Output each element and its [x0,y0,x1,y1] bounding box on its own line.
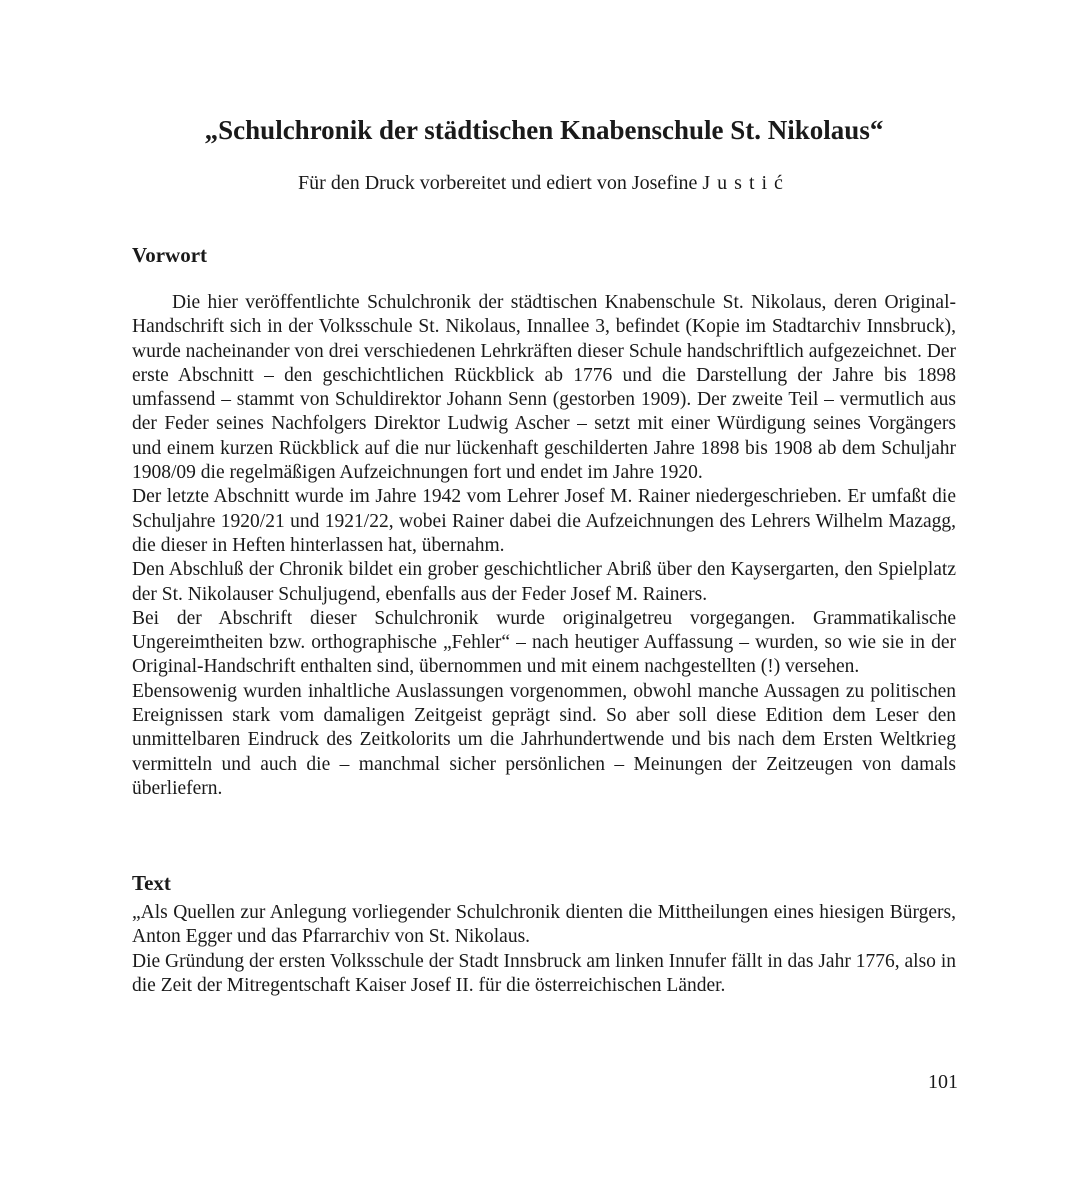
page-number: 101 [928,1071,958,1093]
page-title: „Schulchronik der städtischen Knabenschule St. Nikolaus“ [204,115,884,145]
paragraph: Die Gründung der ersten Volksschule der Stadt Innsbruck am linken Innufer fällt in das Jahr 1776, also in die Zeit der Mitregentschaft Kaiser Josef II. für die österreichischen Länder. [132,950,956,996]
section-heading-vorwort: Vorwort [132,243,208,267]
subtitle-prefix: Für den Druck vorbereitet und ediert von Josefine [298,172,703,194]
section-body-text [132,901,956,998]
section-heading-text: Text [132,871,171,895]
paragraph: Der letzte Abschnitt wurde im Jahre 1942 vom Lehrer Josef M. Rainer niedergeschrieben. Er umfaßt die Schuljahre 1920/21 und 1921/22, wobei Rainer dabei die Aufzeichnungen des Lehrers Wilhelm Mazagg, die dieser in Heften hinterlassen hat, übernahm. [132,486,956,556]
paragraph: Ebensowenig wurden inhaltliche Auslassungen vorgenommen, obwohl manche Aussagen zu politischen Ereignissen stark vom damaligen Zeitgeist geprägt sind. So aber soll diese Edition dem Leser den unmittelbaren Eindruck des Zeitkolorits um die Jahrhundertwende und bis nach dem Ersten Weltkrieg vermitteln und auch die – manchmal sicher persönlichen – Meinungen der Zeitzeugen von damals überliefern. [132,680,956,799]
paragraph: Den Abschluß der Chronik bildet ein grober geschichtlicher Abriß über den Kaysergarten, den Spielplatz der St. Nikolauser Schuljugend, ebenfalls aus der Feder Josef M. Rainers. [132,559,956,605]
paragraph: „Als Quellen zur Anlegung vorliegender Schulchronik dienten die Mittheilungen eines hiesigen Bürgers, Anton Egger und das Pfarrarchiv von St. Nikolaus. [132,902,956,948]
paragraph: Die hier veröffentlichte Schulchronik der städtischen Knabenschule St. Nikolaus, deren Original-Handschrift sich in der Volksschule St. Nikolaus, Innallee 3, befindet (Kopie im Stadtarchiv Innsbruck), wurde nacheinander von drei verschiedenen Lehrkräften dieser Schule handschriftlich aufgezeichnet. Der erste Abschnitt – den geschichtlichen Rückblick ab 1776 und die Darstellung der Jahre bis 1898 umfassend – stammt von Schuldirektor Johann Senn (gestorben 1909). Der zweite Teil – vermutlich aus der Feder seines Nachfolgers Direktor Ludwig Ascher – setzt mit einer Würdigung seines Vorgängers und einem kurzen Rückblick auf die nur lückenhaft geschilderten Jahre 1898 bis 1908 ab dem Schuljahr 1908/09 die regelmäßigen Aufzeichnungen fort und endet im Jahre 1920. [132,292,956,484]
subtitle [132,169,956,197]
paragraph: Bei der Abschrift dieser Schulchronik wurde originalgetreu vorgegangen. Grammatikalische Ungereimtheiten bzw. orthographische „Fehler“ – nach heutiger Auffassung – wurden, so wie sie in der Original-Handschrift enthalten sind, übernommen und mit einem nachgestellten (!) versehen. [132,607,956,678]
author-surname: Justić [702,172,790,194]
section-body-vorwort [132,291,956,801]
